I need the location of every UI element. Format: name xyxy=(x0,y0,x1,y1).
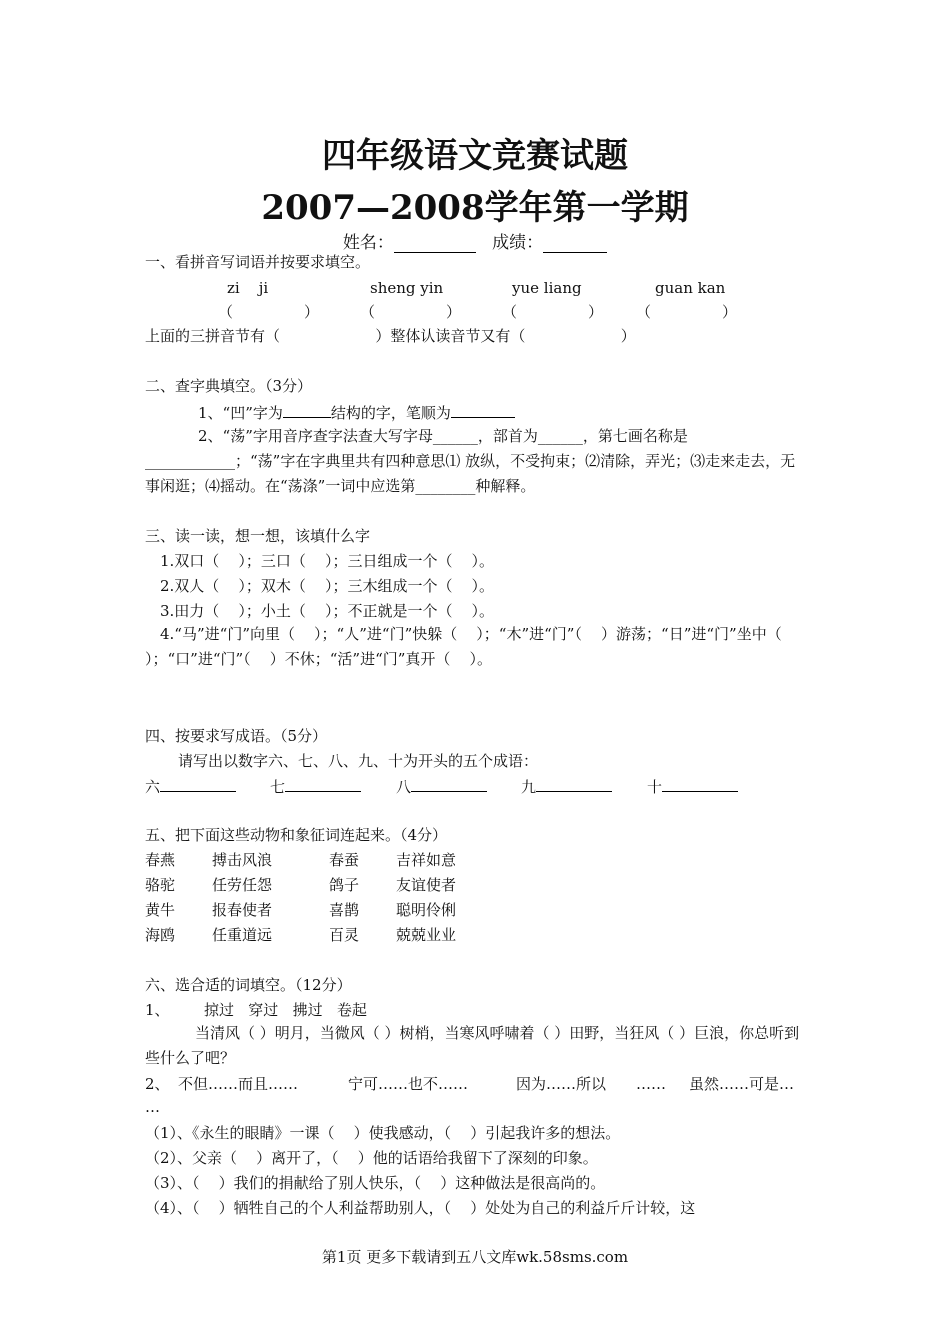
s6-sentence-4: （4）、（ ）牺牲自己的个人利益帮助别人，（ ）处处为自己的利益斤斤计较，这 xyxy=(145,1199,696,1217)
s5-cell: 喜鹊 xyxy=(329,901,360,919)
s6-g2-word: 不但……而且…… xyxy=(178,1075,299,1093)
s2-q1-text-a: 1、“凹”字为 xyxy=(198,404,283,422)
idiom-blank-10 xyxy=(662,776,738,792)
s3-line-3: 3.田力（ ）；小土（ ）；不正就是一个（ ）。 xyxy=(160,602,495,620)
s6-g2-word: 因为……所以 xyxy=(516,1075,607,1093)
s5-cell: 搏击风浪 xyxy=(212,851,273,869)
s5-cell: 百灵 xyxy=(329,926,360,944)
s6-sentence-3: （3）、（ ）我们的捐献给了别人快乐，（ ）这种做法是很高尚的。 xyxy=(145,1174,606,1192)
s1-heading: 一、看拼音写词语并按要求填空。 xyxy=(145,253,371,271)
s5-cell: 黄牛 xyxy=(145,901,176,919)
s5-cell: 骆驼 xyxy=(145,876,176,894)
s5-cell: 海鸥 xyxy=(145,926,176,944)
page-title: 四年级语文竞赛试题 xyxy=(322,136,628,176)
s4-instruction: 请写出以数字六、七、八、九、十为开头的五个成语： xyxy=(178,752,539,770)
s6-g1-words: 掠过 穿过 拂过 卷起 xyxy=(204,1001,367,1019)
name-label: 姓名： xyxy=(342,233,394,253)
s6-g1-text: 当清风（ ）明月，当微风（ ）树梢，当寒风呼啸着（ ）田野，当狂风（ ）巨浪，你总听到些什么了吧？ xyxy=(145,1024,800,1067)
exam-page: 四年级语文竞赛试题 2007—2008学年第一学期 姓名： 成绩： 一、看拼音写词语并按要求填空。 zi ji sheng yin yue liang guan kan （ ） （ ） （ ） （ ） 上面的三拼音节有（ ）整体认读音节又有（ ） 二、查字典填空。（3分） 1、“凹”字为 结构的字，笔顺为 2、“荡”字用音序查字法查大写字母______，部首为______，第七画名称是____________；“荡”字在字典里共有四种意思⑴ 放纵，不受拘束；⑵清除，弄光；⑶走来走去，无事闲逛；⑷摇动。在“荡涤”一词中应选第________种解释。 三、读一读，想一想，该填什么字 1.双口（ ）；三口（ ）；三日组成一个（ ）。 2.双人（ ）；双木（ ）；三木组成一个（ ）。 3.田力（ ）；小土（ ）；不正就是一个（ ）。 4.“马”进“门”向里（ ）；“人”进“门”快躲（ ）；“木”进“门”（ ）游荡；“日”进“门”坐中（ ）；“口”进“门”（ ）不休；“活”进“门”真开（ ）。 四、按要求写成语。（5分） 请写出以数字六、七、八、九、十为开头的五个成语： 六 七 八 九 十 五、把下面这些动物和象征词连起来。（4分） 春燕 搏击风浪 春蚕 吉祥如意 骆驼 任劳任怨 鸽子 友谊使者 黄牛 报春使者 喜鹊 聪明伶俐 海鸥 任重道远 百灵 兢兢业业 六、选合适的词填空。（12分） 1、 掠过 穿过 拂过 卷起 当清风（ ）明月，当微风（ ）树梢，当寒风呼啸着（ ）田野，当狂风（ ）巨浪，你总听到些什么了吧？ 2、 不但……而且…… 宁可……也不…… 因为……所以 …… 虽然……可是… … （1）、《永生的眼睛》一课（ ）使我感动，（ ）引起我许多的想法。 （2）、父亲（ ）离开了，（ ）他的话语给我留下了深刻的印象。 （3）、（ ）我们的捐献给了别人快乐，（ ）这种做法是很高尚的。 （4）、（ ）牺牲自己的个人利益帮助别人，（ ）处处为自己的利益斤斤计较，这 第1页 更多下载请到五八文库wk.58sms.com xyxy=(0,0,950,1344)
s6-g2-word: …… xyxy=(636,1075,666,1093)
page-subtitle: 2007—2008学年第一学期 xyxy=(261,188,689,228)
pinyin-2: sheng yin xyxy=(370,279,444,297)
s5-heading: 五、把下面这些动物和象征词连起来。（4分） xyxy=(145,826,448,844)
score-label: 成绩： xyxy=(492,233,544,253)
s4-heading: 四、按要求写成语。（5分） xyxy=(145,727,328,745)
pinyin-3: yue liang xyxy=(512,279,582,297)
s5-cell: 聪明伶俐 xyxy=(396,901,457,919)
s2-q2: 2、“荡”字用音序查字法查大写字母______，部首为______，第七画名称是____________；“荡”字在字典里共有四种意思⑴ 放纵，不受拘束；⑵清除，弄光；⑶走来走去，无事闲逛；⑷摇动。在“荡涤”一词中应选第________种解释。 xyxy=(145,427,796,495)
s6-g2-number: 2、 xyxy=(145,1075,170,1093)
s1-question: 上面的三拼音节有（ ）整体认读音节又有（ ） xyxy=(145,327,636,345)
s2-q1-blank-1 xyxy=(283,402,331,418)
s5-cell: 春燕 xyxy=(145,851,176,869)
s5-cell: 任重道远 xyxy=(212,926,273,944)
s2-q1-text-b: 结构的字，笔顺为 xyxy=(330,404,451,422)
name-blank xyxy=(394,234,476,253)
pinyin-4: guan kan xyxy=(655,279,726,297)
score-blank xyxy=(543,234,607,253)
idiom-num-10: 十 xyxy=(647,778,663,796)
idiom-num-7: 七 xyxy=(270,778,286,796)
s6-heading: 六、选合适的词填空。（12分） xyxy=(145,976,352,994)
s5-cell: 报春使者 xyxy=(212,901,273,919)
s3-line-2: 2.双人（ ）；双木（ ）；三木组成一个（ ）。 xyxy=(160,577,495,595)
student-info xyxy=(0,228,950,253)
s2-q1-blank-2 xyxy=(451,402,515,418)
idiom-num-9: 九 xyxy=(521,778,537,796)
s2-heading: 二、查字典填空。（3分） xyxy=(145,377,313,395)
s5-cell: 吉祥如意 xyxy=(396,851,457,869)
s6-g1-number: 1、 xyxy=(145,1001,170,1019)
s5-cell: 春蚕 xyxy=(329,851,360,869)
idiom-blank-6 xyxy=(160,776,236,792)
page-footer: 第1页 更多下载请到五八文库wk.58sms.com xyxy=(321,1248,629,1266)
idiom-blank-8 xyxy=(411,776,487,792)
s5-cell: 鸽子 xyxy=(329,876,360,894)
s6-g2-continuation: … xyxy=(145,1098,160,1116)
s3-line-1: 1.双口（ ）；三口（ ）；三日组成一个（ ）。 xyxy=(160,552,495,570)
pinyin-1: zi ji xyxy=(227,279,269,297)
s5-cell: 任劳任怨 xyxy=(212,876,273,894)
idiom-num-8: 八 xyxy=(396,778,412,796)
s3-heading: 三、读一读，想一想，该填什么字 xyxy=(145,527,371,545)
s6-sentence-1: （1）、《永生的眼睛》一课（ ）使我感动，（ ）引起我许多的想法。 xyxy=(145,1124,621,1142)
s6-g2-word: 宁可……也不…… xyxy=(348,1075,469,1093)
s6-g2-word: 虽然……可是… xyxy=(689,1075,795,1093)
idiom-num-6: 六 xyxy=(145,778,161,796)
s5-cell: 友谊使者 xyxy=(396,876,457,894)
idiom-blank-7 xyxy=(285,776,361,792)
s2-q1 xyxy=(198,402,515,423)
idiom-blank-9 xyxy=(536,776,612,792)
s6-sentence-2: （2）、父亲（ ）离开了，（ ）他的话语给我留下了深刻的印象。 xyxy=(145,1149,598,1167)
s5-cell: 兢兢业业 xyxy=(396,926,457,944)
s3-line-4: 4.“马”进“门”向里（ ）；“人”进“门”快躲（ ）；“木”进“门”（ ）游荡；“日”进“门”坐中（ ）；“口”进“门”（ ）不休；“活”进“门”真开（ ）。 xyxy=(145,625,801,668)
